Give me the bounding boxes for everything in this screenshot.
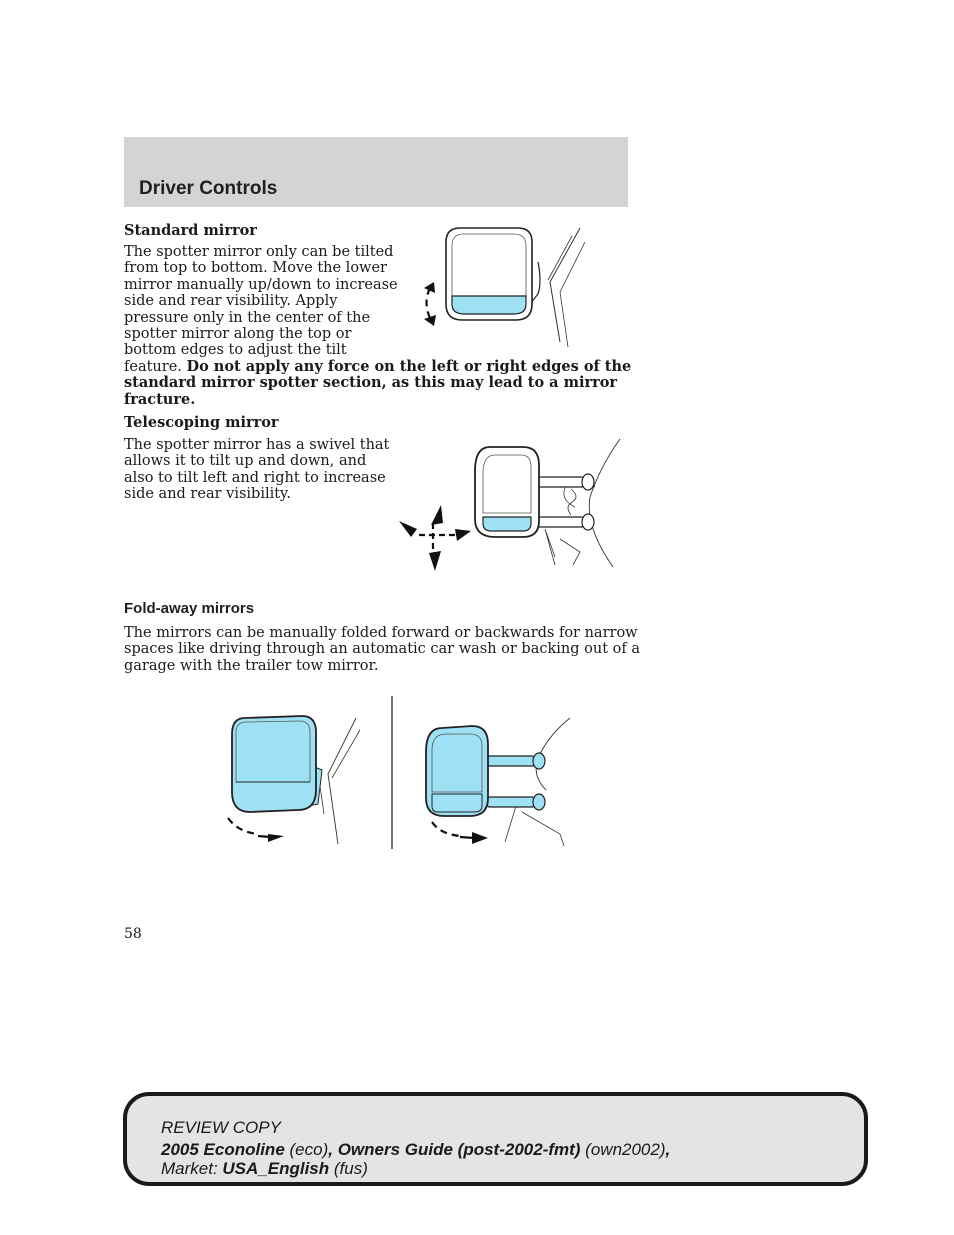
warning-text: Do not apply any force on the left or right edges of the xyxy=(186,357,632,375)
text-line: allows it to tilt up and down, and xyxy=(124,453,367,470)
model-code: (eco) xyxy=(284,1140,329,1159)
footer-review-label xyxy=(161,1118,281,1138)
text-line: pressure only in the center of the xyxy=(124,309,371,326)
fold-away-heading: Fold-away mirrors xyxy=(124,600,255,617)
page-number: 58 xyxy=(124,926,142,942)
review-copy-text: REVIEW COPY xyxy=(161,1118,281,1137)
standard-mirror-heading: Standard mirror xyxy=(124,222,257,239)
telescoping-mirror-text xyxy=(124,437,389,503)
market-label: Market: xyxy=(161,1159,223,1178)
standard-mirror-illustration xyxy=(410,222,590,352)
comma: , xyxy=(665,1140,671,1159)
footer-model-line xyxy=(161,1140,670,1160)
text-line: also to tilt left and right to increase xyxy=(124,469,386,486)
text-line: garage with the trailer tow mirror. xyxy=(124,657,379,674)
text-span: feature. xyxy=(124,358,187,375)
text-line: The spotter mirror has a swivel that xyxy=(124,437,390,453)
text-line: from top to bottom. Move the lower xyxy=(124,260,387,277)
text-line: The mirrors can be manually folded forward or backwards for narrow xyxy=(124,625,638,641)
guide-code: (own2002) xyxy=(580,1140,666,1159)
market-code: (fus) xyxy=(329,1159,368,1178)
text-line xyxy=(124,392,631,408)
text-line xyxy=(124,375,631,391)
text-line xyxy=(124,359,631,375)
guide-name: , Owners Guide (post-2002-fmt) xyxy=(328,1140,581,1159)
footer-market-line xyxy=(161,1159,368,1179)
fold-away-text xyxy=(124,625,640,674)
telescoping-mirror-illustration xyxy=(395,437,625,572)
text-line: side and rear visibility. Apply xyxy=(124,293,338,310)
telescoping-mirror-heading: Telescoping mirror xyxy=(124,414,279,431)
text-line: The spotter mirror only can be tilted xyxy=(124,244,394,260)
fold-away-mirrors-illustration xyxy=(220,694,580,854)
warning-text: fracture. xyxy=(124,390,196,408)
text-line: mirror manually up/down to increase xyxy=(124,276,398,293)
text-line: side and rear visibility. xyxy=(124,486,291,503)
text-line: bottom edges to adjust the tilt xyxy=(124,342,347,359)
section-title: Driver Controls xyxy=(139,178,278,199)
warning-text: standard mirror spotter section, as this may lead to a mirror xyxy=(124,374,618,392)
model-name: 2005 Econoline xyxy=(161,1140,285,1159)
text-line: spotter mirror along the top or xyxy=(124,326,352,343)
text-line: spaces like driving through an automatic car wash or backing out of a xyxy=(124,641,640,658)
market-name: USA_English xyxy=(222,1159,330,1178)
